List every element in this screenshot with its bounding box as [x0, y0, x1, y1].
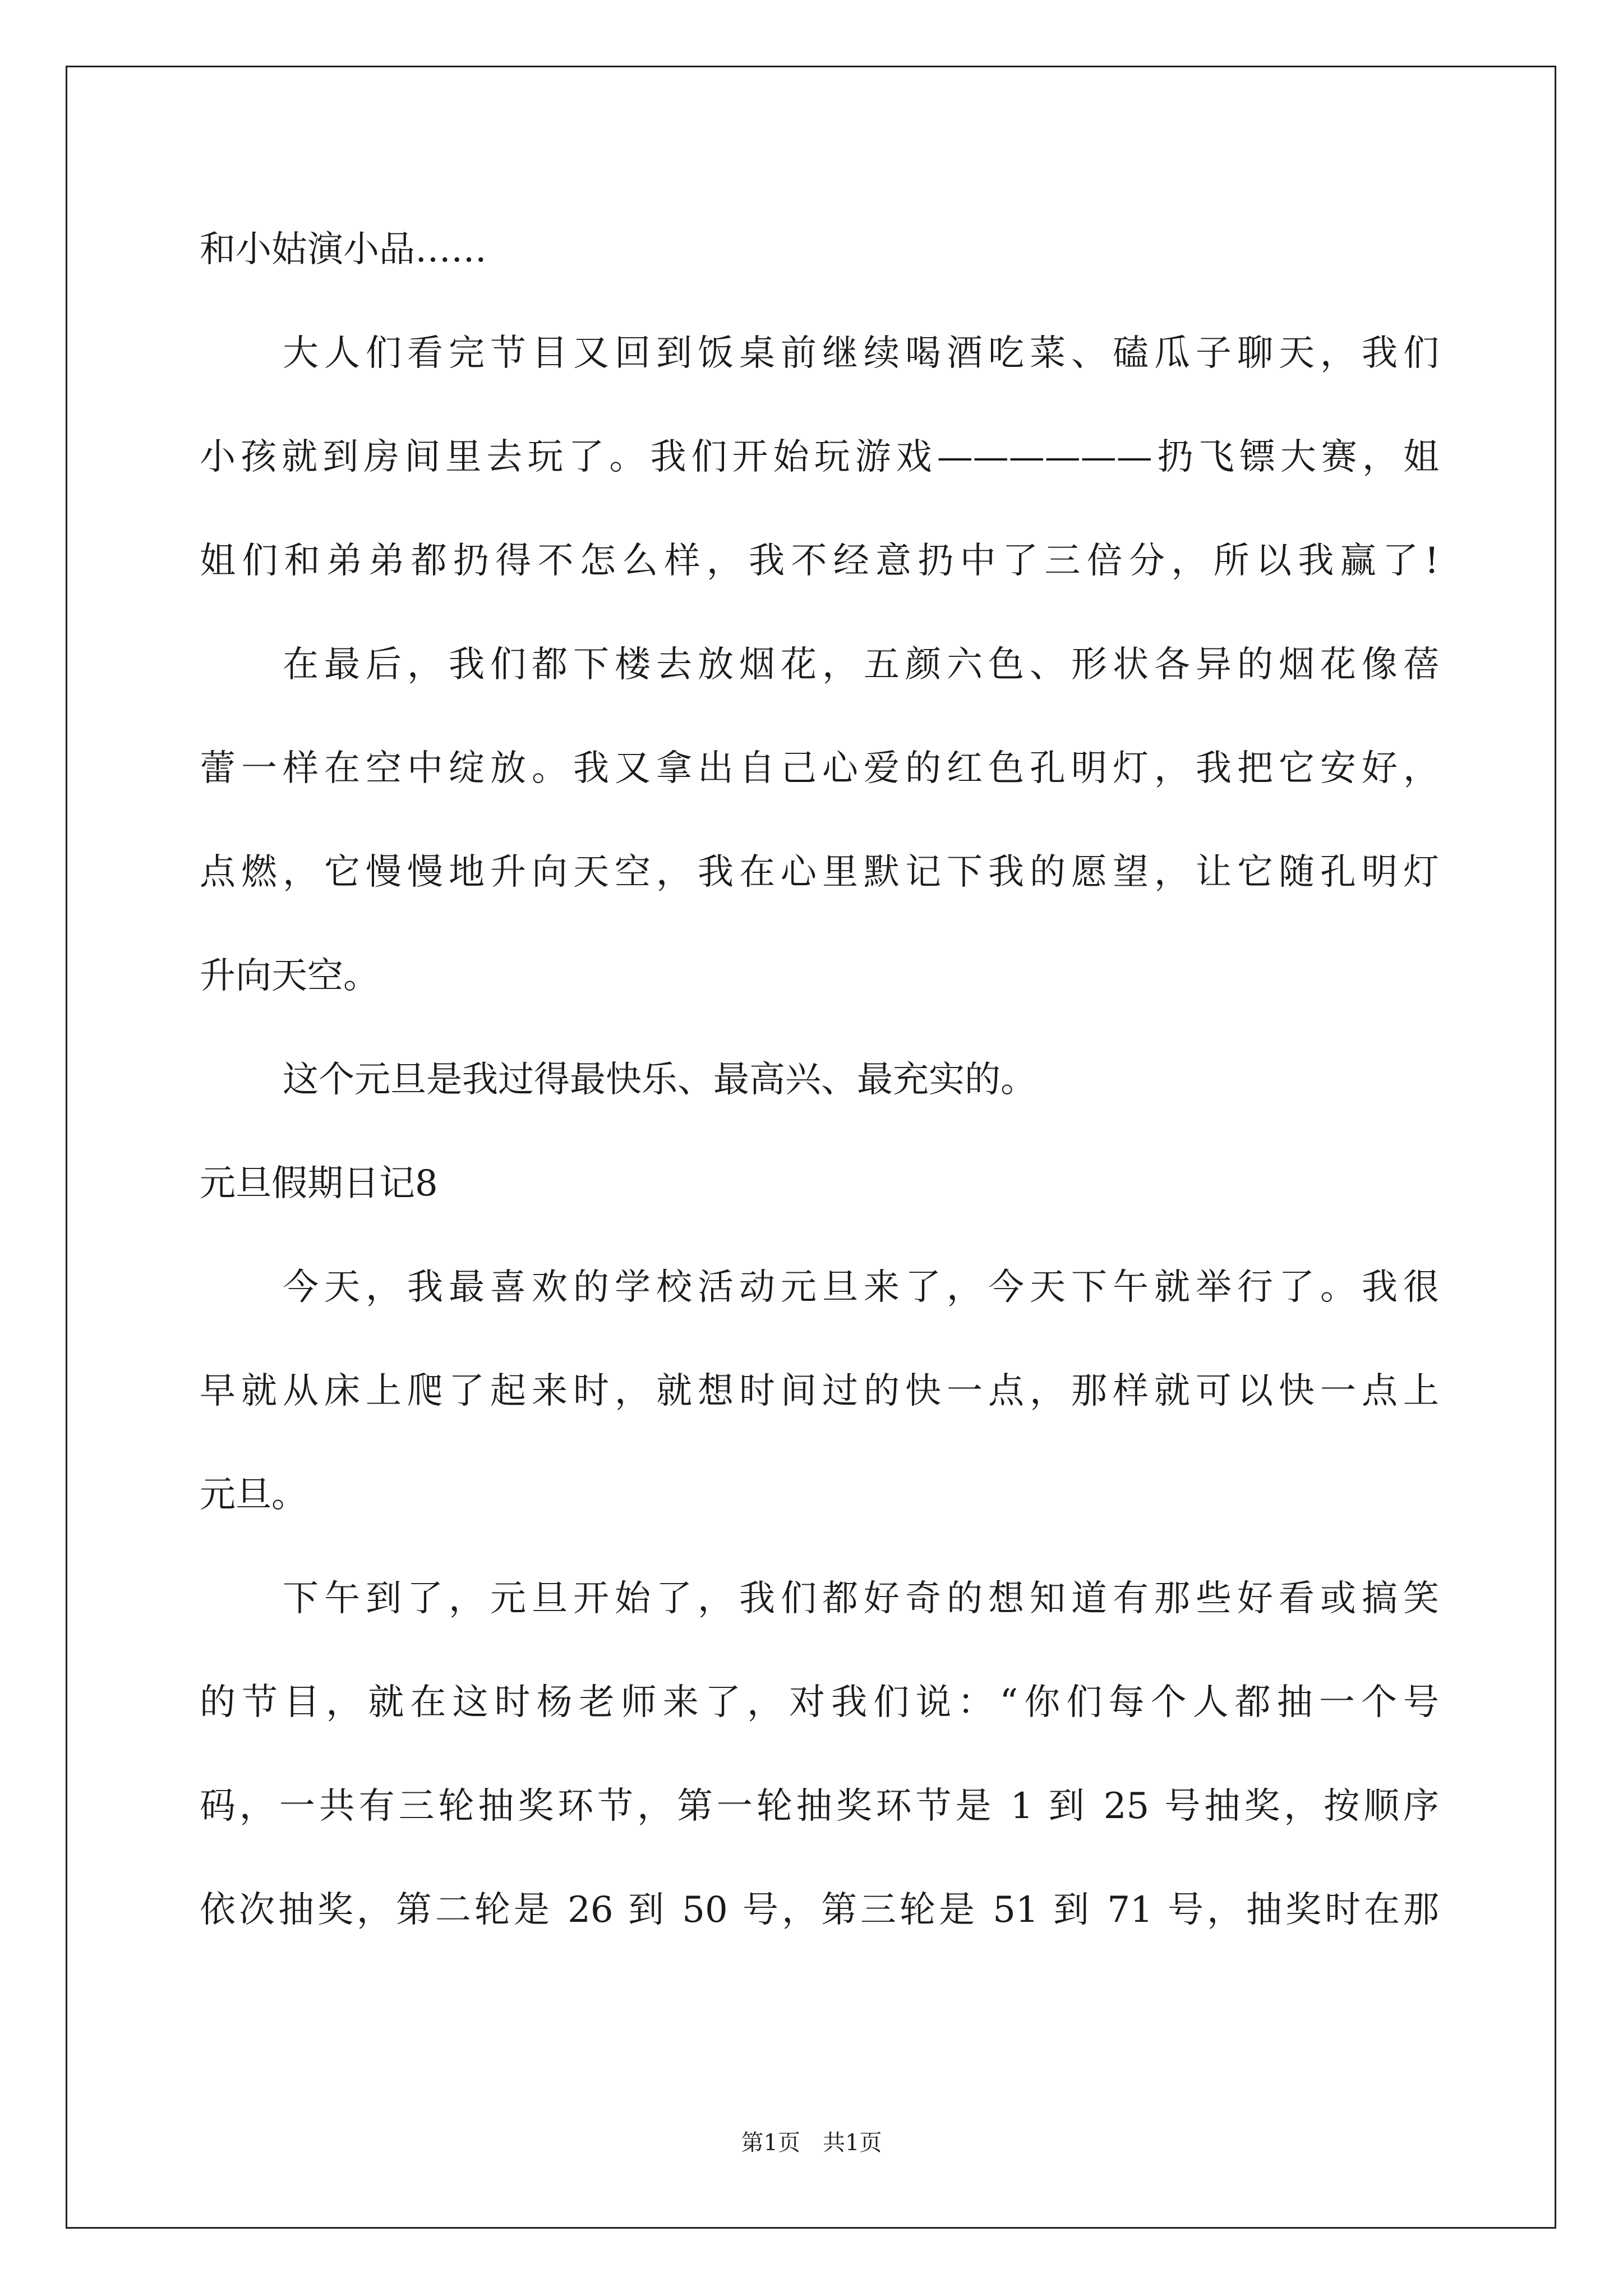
text-line: 姐们和弟弟都扔得不怎么样，我不经意扔中了三倍分，所以我赢了!: [200, 540, 1439, 582]
section-heading: 元旦假期日记8: [200, 1163, 438, 1204]
text-line: 今天，我最喜欢的学校活动元旦来了，今天下午就举行了。我很: [283, 1267, 1439, 1308]
text-line: 这个元旦是我过得最快乐、最高兴、最充实的。: [283, 1059, 1036, 1101]
text-line: 点燃，它慢慢地升向天空，我在心里默记下我的愿望，让它随孔明灯: [200, 852, 1439, 893]
text-line: 在最后，我们都下楼去放烟花，五颜六色、形状各异的烟花像蓓: [283, 644, 1439, 685]
text-line: 码，一共有三轮抽奖环节，第一轮抽奖环节是 1 到 25 号抽奖，按顺序: [200, 1786, 1439, 1827]
page-footer: 第1页 共1页: [741, 2130, 882, 2156]
text-line: 依次抽奖，第二轮是 26 到 50 号，第三轮是 51 到 71 号，抽奖时在那: [200, 1889, 1439, 1931]
text-line: 升向天空。: [200, 955, 379, 997]
text-line: 和小姑演小品……: [200, 229, 487, 270]
text-line: 大人们看完节目又回到饭桌前继续喝酒吃菜、磕瓜子聊天，我们: [283, 333, 1439, 374]
text-line: 小孩就到房间里去玩了。我们开始玩游戏——————扔飞镖大赛，姐: [200, 436, 1439, 478]
text-line: 下午到了，元旦开始了，我们都好奇的想知道有那些好看或搞笑: [283, 1578, 1439, 1619]
text-line: 元旦。: [200, 1474, 307, 1516]
text-line: 蕾一样在空中绽放。我又拿出自己心爱的红色孔明灯，我把它安好，: [200, 748, 1439, 789]
text-line: 早就从床上爬了起来时，就想时间过的快一点，那样就可以快一点上: [200, 1370, 1439, 1412]
text-line: 的节目，就在这时杨老师来了，对我们说：“你们每个人都抽一个号: [200, 1682, 1439, 1723]
